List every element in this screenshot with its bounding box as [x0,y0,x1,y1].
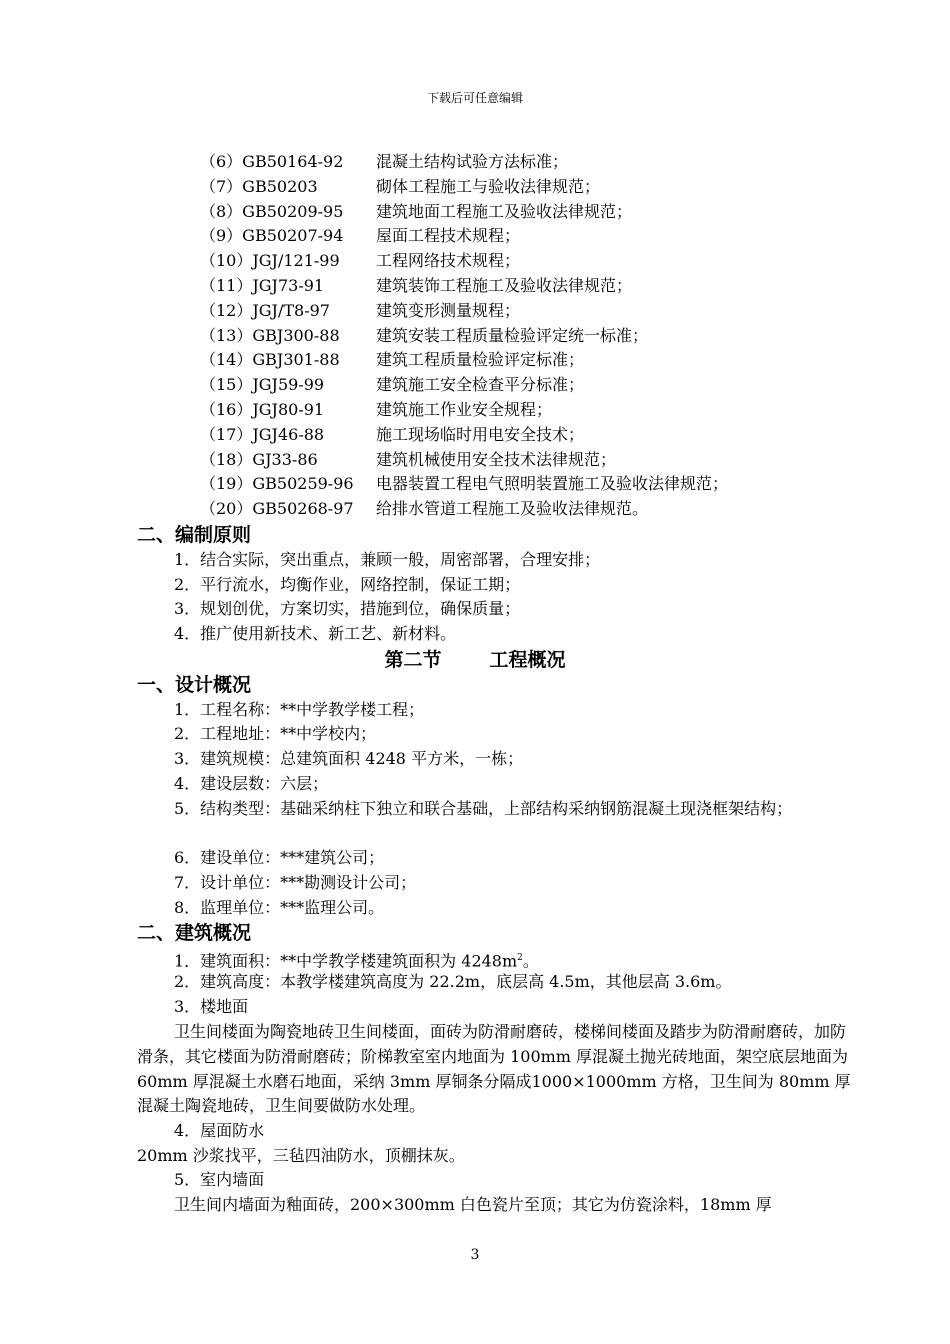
roof-paragraph: 20mm 沙浆找平，三毡四油防水，顶棚抹灰。 [137,1146,465,1165]
standard-title: 工程网络技术规程； [376,251,521,271]
standard-code: （18）GJ33-86 [200,449,318,469]
heading-design: 一、设计概况 [137,674,252,696]
heading-principles: 二、编制原则 [137,524,252,546]
building-area-end: 。 [522,951,539,971]
principle-item: 3．规划创优，方案切实，措施到位，确保质量； [174,599,521,618]
standard-title: 建筑变形测量规程； [376,300,521,320]
standard-title: 建筑安装工程质量检验评定统一标准； [376,325,649,345]
heading-building: 二、建筑概况 [137,922,252,944]
standard-code: （12）JGJ/T8-97 [200,300,330,320]
superscript: 2 [517,953,523,963]
principle-item: 2．平行流水，均衡作业，网络控制，保证工期； [174,575,521,594]
standard-title: 施工现场临时用电安全技术； [376,424,585,444]
design-item: 1．工程名称：**中学教学楼工程； [174,700,425,719]
section-number: 第二节 [384,649,442,671]
section-title [0,648,950,672]
standard-title: 建筑施工作业安全规程； [376,399,553,419]
design-item: 2．工程地址：**中学校内； [174,724,377,743]
standard-title: 建筑机械使用安全技术法律规范； [376,449,617,469]
standard-code: （7）GB50203 [200,176,318,196]
floor-label: 3．楼地面 [174,997,249,1016]
standard-code: （13）GBJ300-88 [200,325,340,345]
design-item: 8．监理单位：***监理公司。 [174,898,385,917]
design-item: 7．设计单位：***勘测设计公司； [174,873,417,892]
standard-code: （14）GBJ301-88 [200,350,340,370]
standard-code: （15）JGJ59-99 [200,375,325,395]
standard-title: 砌体工程施工与验收法律规范； [376,176,601,196]
principle-item: 4．推广使用新技术、新工艺、新材料。 [174,624,457,643]
floor-paragraph: 卫生间楼面为陶瓷地砖卫生间楼面，面砖为防滑耐磨砖，楼梯间楼面及踏步为防滑耐磨砖，加防滑条，其它楼面为防滑耐磨砖；阶梯教室室内地面为 100mm 厚混凝土抛光砖地面，架空底层地面为 60mm 厚混凝土水磨石地面，采纳 3mm 厚铜条分隔成1000×1000mm 方格，卫生间为 80mm 厚混凝土陶瓷地砖，卫生间要做防水处理。 [137,1022,851,1116]
standard-code: （6）GB50164-92 [200,152,344,171]
standard-code: （17）JGJ46-88 [200,424,325,444]
standard-code: （16）JGJ80-91 [200,399,325,419]
section-name: 工程概况 [489,649,566,671]
standard-code: （20）GB50268-97 [200,499,354,519]
standard-title: 屋面工程技术规程； [376,226,521,246]
standard-code: （8）GB50209-95 [200,201,344,221]
design-item: 4．建设层数：六层； [174,774,329,793]
principle-item: 1．结合实际，突出重点，兼顾一般，周密部署，合理安排； [174,550,601,569]
standard-title: 建筑施工安全检查平分标准； [376,375,585,395]
standard-title: 建筑装饰工程施工及验收法律规范； [376,275,633,295]
standard-code: （11）JGJ73-91 [200,275,325,295]
standard-code: （10）JGJ/121-99 [200,251,340,271]
design-item: 3．建筑规模：总建筑面积 4248 平方米，一栋； [174,749,524,768]
standard-code: （19）GB50259-96 [200,474,354,494]
design-item: 6．建设单位：***建筑公司； [174,848,385,867]
standard-title: 建筑工程质量检验评定标准； [376,350,585,370]
roof-label: 4．屋面防水 [174,1121,265,1140]
wall-paragraph: 卫生间内墙面为釉面砖，200×300mm 白色瓷片至顶；其它为仿瓷涂料，18mm 厚 [174,1195,772,1214]
building-height: 2．建筑高度：本教学楼建筑高度为 22.2m，底层高 4.5m，其他层高 3.6m。 [174,972,732,991]
page-header: 下载后可任意编辑 [426,91,523,105]
standard-title: 电器装置工程电气照明装置施工及验收法律规范； [376,474,729,494]
design-item: 5．结构类型：基础采纳柱下独立和联合基础，上部结构采纳钢筋混凝土现浇框架结构； [174,799,793,818]
building-area-text: 1．建筑面积：**中学教学楼建筑面积为 4248m [174,951,518,971]
wall-label: 5．室内墙面 [174,1170,265,1189]
standard-code: （9）GB50207-94 [200,226,344,246]
standard-title: 建筑地面工程施工及验收法律规范； [376,201,633,221]
standard-title: 给排水管道工程施工及验收法律规范。 [376,499,649,519]
standard-title: 混凝土结构试验方法标准； [376,152,569,171]
page-number: 3 [470,1247,480,1263]
